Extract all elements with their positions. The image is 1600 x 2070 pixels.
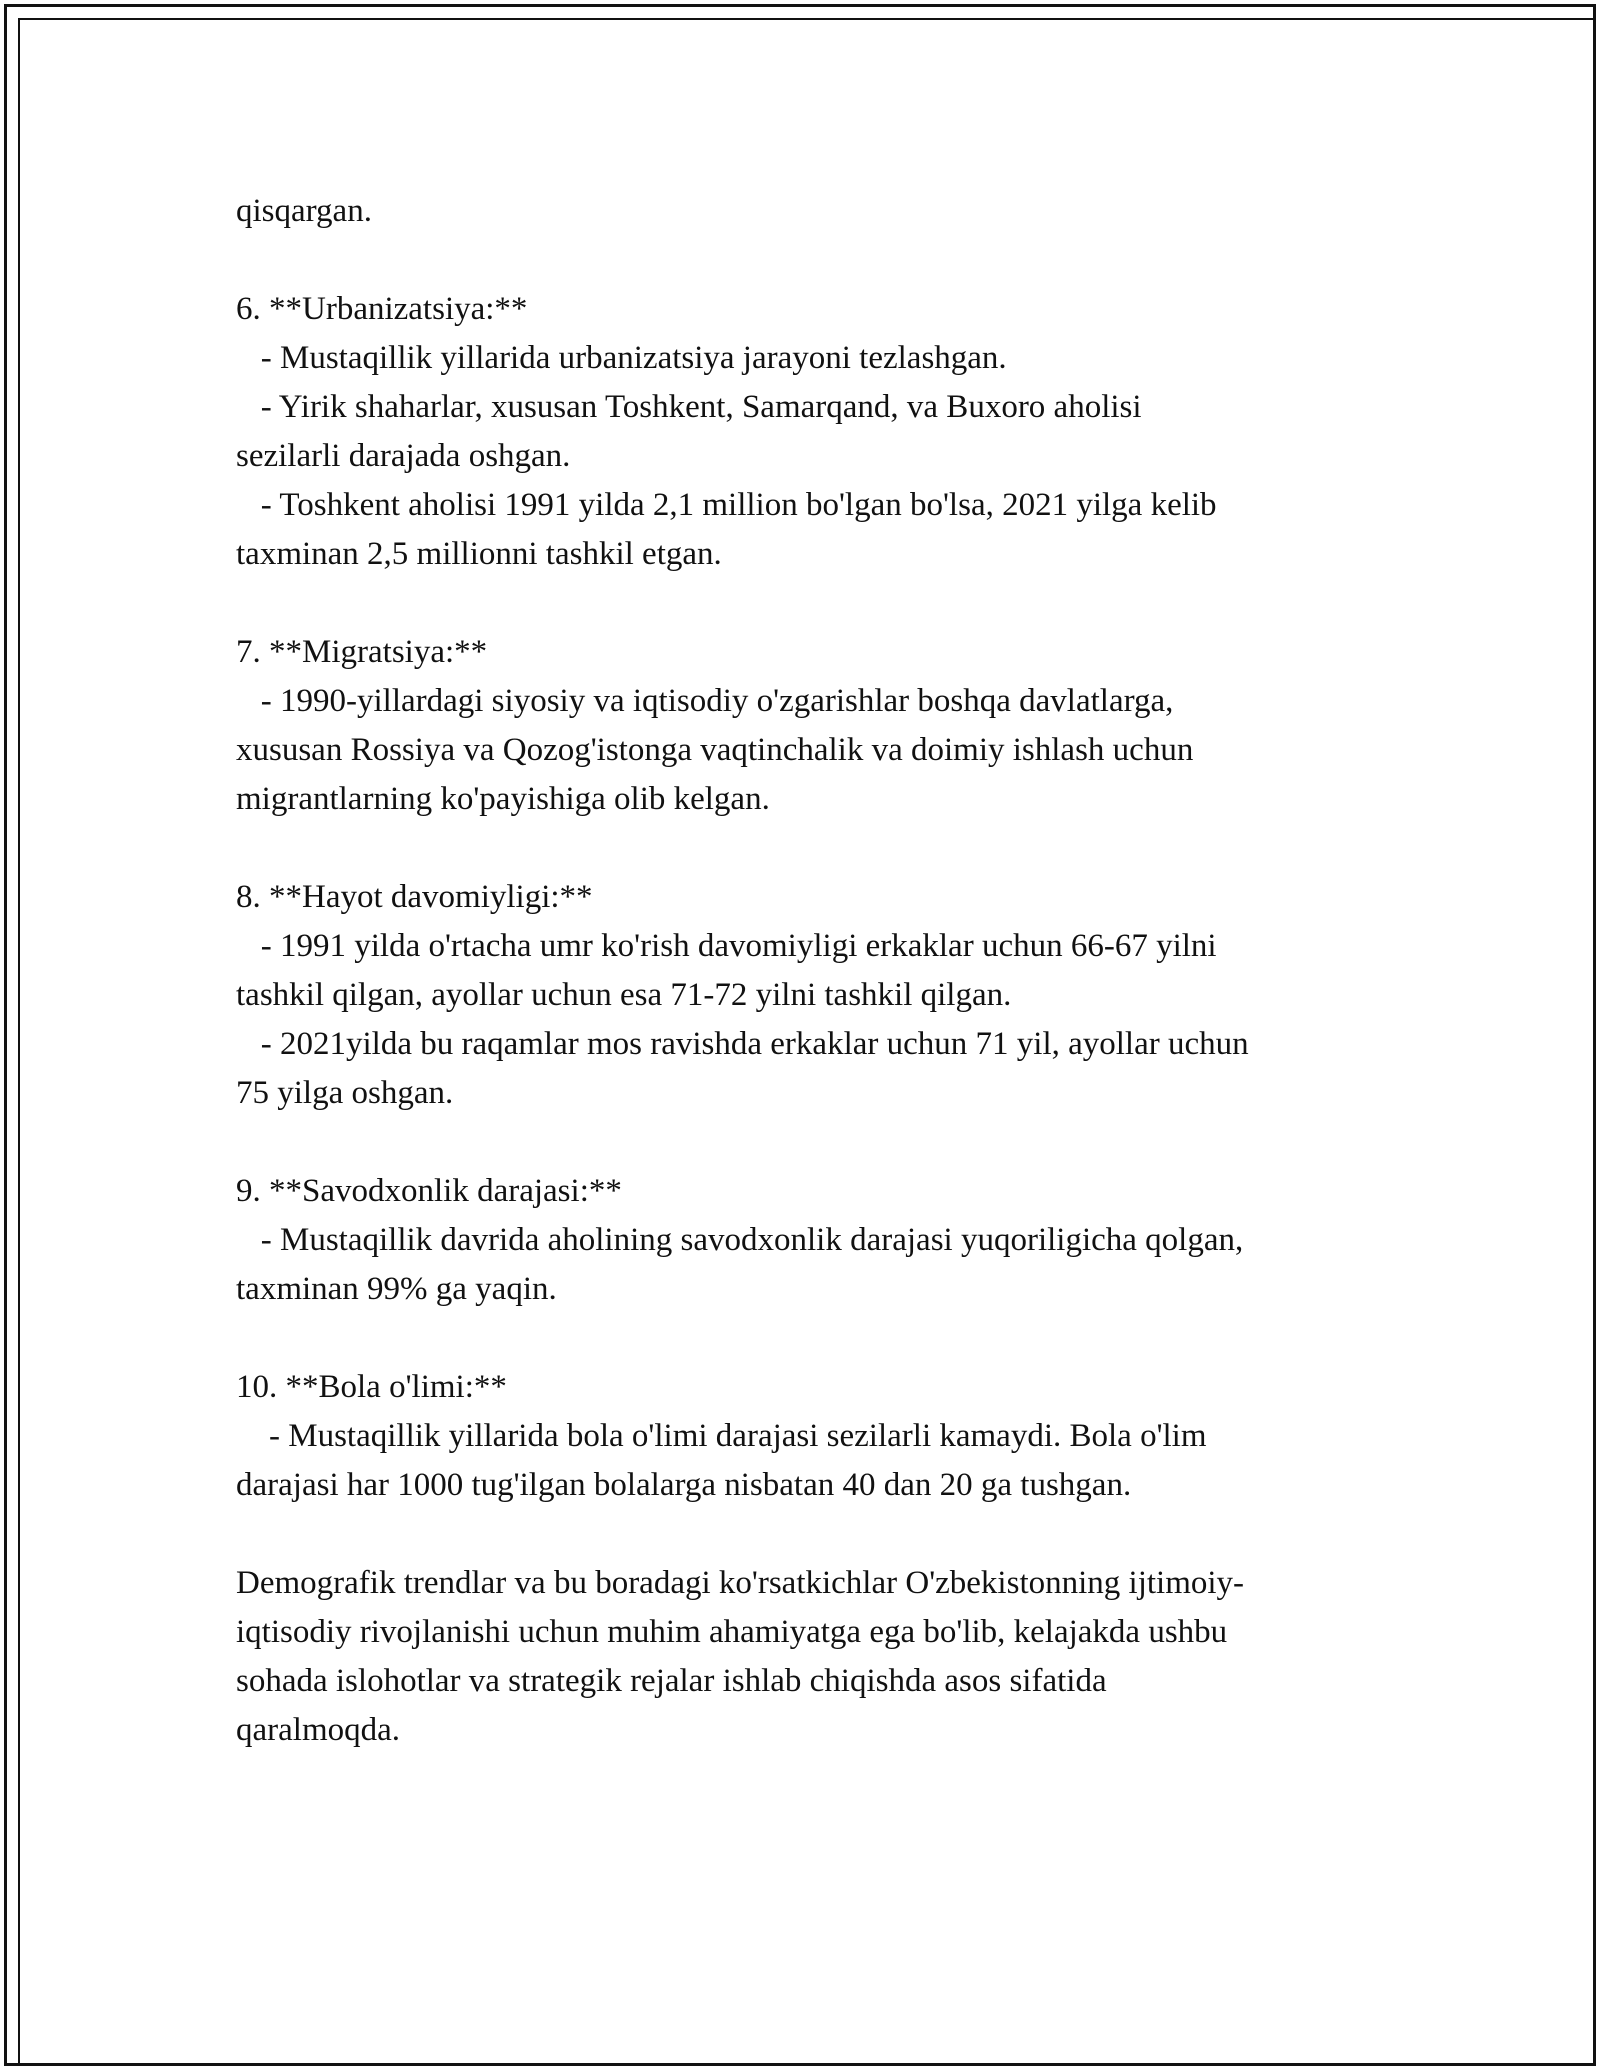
- section-heading: 8. **Hayot davomiyligi:**: [236, 879, 593, 915]
- list-item: - Mustaqillik davrida aholining savodxonlik darajasi yuqoriligicha qolgan, taxminan 99% ga yaqin.: [236, 1222, 1244, 1307]
- section-urbanizatsiya: [236, 285, 1376, 579]
- list-item: - Mustaqillik yillarida urbanizatsiya jarayoni tezlashgan.: [236, 340, 1007, 376]
- paragraph-gap: [236, 1118, 1376, 1167]
- paragraph-gap: [236, 824, 1376, 873]
- list-item: - Yirik shaharlar, xususan Toshkent, Samarqand, va Buxoro aholisi sezilarli darajada oshgan.: [236, 389, 1142, 474]
- section-bola-olimi: [236, 1363, 1376, 1510]
- section-heading: 6. **Urbanizatsiya:**: [236, 291, 528, 327]
- section-heading: 9. **Savodxonlik darajasi:**: [236, 1173, 622, 1209]
- section-heading: 7. **Migratsiya:**: [236, 634, 488, 670]
- list-item: - 1991 yilda o'rtacha umr ko'rish davomiyligi erkaklar uchun 66-67 yilni tashkil qilgan, ayollar uchun esa 71-72 yilni tashkil qilgan.: [236, 928, 1217, 1013]
- list-item: - Mustaqillik yillarida bola o'limi darajasi sezilarli kamaydi. Bola o'lim darajasi har 1000 tug'ilgan bolalarga nisbatan 40 dan 20 ga tushgan.: [236, 1418, 1207, 1503]
- paragraph-gap: [236, 579, 1376, 628]
- continuation-text: qisqargan.: [236, 193, 372, 229]
- list-item: - 2021yilda bu raqamlar mos ravishda erkaklar uchun 71 yil, ayollar uchun 75 yilga oshgan.: [236, 1026, 1249, 1111]
- list-item: - 1990-yillardagi siyosiy va iqtisodiy o'zgarishlar boshqa davlatlarga, xususan Rossiya va Qozog'istonga vaqtinchalik va doimiy ishlash uchun migrantlarning ko'payishiga olib kelgan.: [236, 683, 1194, 817]
- paragraph-gap: [236, 1314, 1376, 1363]
- paragraph-gap: [236, 236, 1376, 285]
- paragraph-gap: [236, 1510, 1376, 1559]
- conclusion-paragraph: Demografik trendlar va bu boradagi ko'rsatkichlar O'zbekistonning ijtimoiy- iqtisodiy rivojlanishi uchun muhim ahamiyatga ega bo'lib, kelajakda ushbu sohada islohotlar va strategik rejalar ishlab chiqishda asos sifatida qaralmoqda.: [236, 1565, 1245, 1748]
- section-savodxonlik: [236, 1167, 1376, 1314]
- list-item: - Toshkent aholisi 1991 yilda 2,1 million bo'lgan bo'lsa, 2021 yilga kelib taxminan 2,5 millionni tashkil etgan.: [236, 487, 1217, 572]
- section-hayot-davomiyligi: [236, 873, 1376, 1118]
- document-body: [236, 187, 1376, 1755]
- section-migratsiya: [236, 628, 1376, 824]
- section-heading: 10. **Bola o'limi:**: [236, 1369, 507, 1405]
